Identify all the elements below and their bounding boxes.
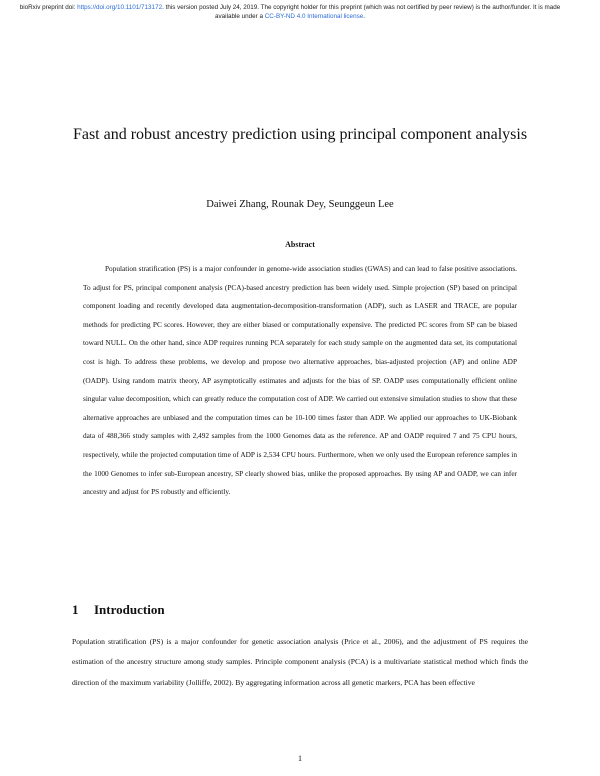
paper-title: Fast and robust ancestry prediction using principal component analysis	[72, 126, 528, 143]
preprint-middle: . this version posted July 24, 2019. The copyright holder for this preprint (which was not certified by peer review) is the author/funder. It is made available under a	[162, 4, 561, 20]
section-title: Introduction	[94, 602, 165, 617]
section-body-text: Population stratification (PS) is a major confounder for genetic association analysis (Price et al., 2006), and the adjustment of PS requires the estimation of the ancestry structure among study samples. Principle component analysis (PCA) is a multivariate statistical method which finds the direction of the maximum variability (Jolliffe, 2002). By aggregating information across all genetic markers, PCA has been effective	[72, 637, 528, 687]
preprint-notice	[10, 3, 570, 21]
abstract-text: Population stratification (PS) is a major confounder in genome-wide association studies (GWAS) and can lead to false positive associations. To adjust for PS, principal component analysis (PCA)-based ancestry prediction has been widely used. Simple projection (SP) based on principal component loading and recently developed data augmentation-decomposition-transformation (ADP), such as LASER and TRACE, are popular methods for predicting PC scores. However, they are either biased or computationally expensive. The predicted PC scores from SP can be biased toward NULL. On the other hand, since ADP requires running PCA separately for each study sample on the augmented data set, its computational cost is high. To address these problems, we develop and propose two alternative approaches, bias-adjusted projection (AP) and online ADP (OADP). Using random matrix theory, AP asymptotically estimates and adjusts for the bias of SP. OADP uses computationally efficient online singular value decomposition, which can greatly reduce the computation cost of ADP. We carried out extensive simulation studies to show that these alternative approaches are unbiased and the computation times can be 10-100 times faster than ADP. We applied our approaches to UK-Biobank data of 488,366 study samples with 2,492 samples from the 1000 Genomes data as the reference. AP and OADP required 7 and 75 CPU hours, respectively, while the projected computation time of ADP is 2,534 CPU hours. Furthermore, when we only used the European reference samples in the 1000 Genomes to infer sub-European ancestry, SP clearly showed bias, unlike the proposed approaches. By using AP and OADP, we can infer ancestry and adjust for PS robustly and efficiently.	[83, 264, 517, 497]
doi-link[interactable]: https://doi.org/10.1101/713172	[77, 4, 163, 11]
page-number: 1	[298, 754, 302, 763]
preprint-suffix: .	[363, 13, 365, 20]
abstract-heading: Abstract	[285, 240, 315, 249]
section-heading	[72, 602, 165, 618]
author-list: Daiwei Zhang, Rounak Dey, Seunggeun Lee	[206, 199, 394, 210]
license-link[interactable]: CC-BY-ND 4.0 International license	[264, 13, 364, 20]
section-number: 1	[72, 602, 79, 617]
preprint-prefix: bioRxiv preprint doi:	[19, 4, 78, 11]
